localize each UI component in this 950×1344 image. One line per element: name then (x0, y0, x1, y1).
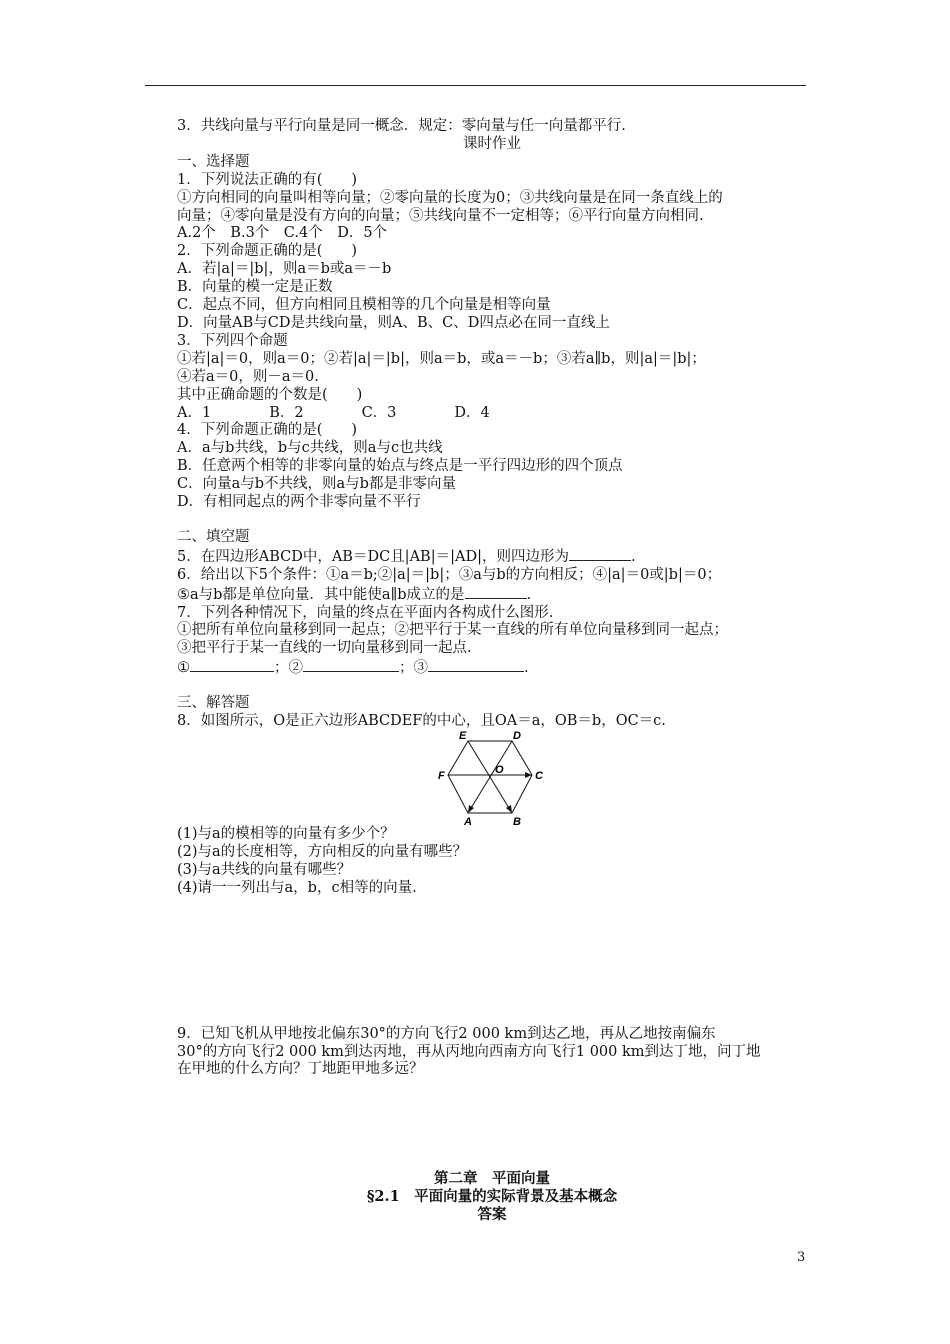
label-d: D (513, 731, 521, 742)
q2-option-d: D．向量AB与CD是共线向量，则A、B、C、D四点必在同一直线上 (177, 314, 610, 331)
q1-stem: 1．下列说法正确的有( ) (177, 171, 358, 188)
document-body (177, 118, 807, 1224)
q1-text: ①方向相同的向量叫相等向量；②零向量的长度为0；③共线向量是在同一条直线上的 (177, 189, 723, 206)
label-f: F (438, 770, 445, 782)
label-c: C (535, 770, 543, 782)
q3-options: A．1 B．2 C．3 D．4 (177, 404, 490, 421)
q9-text: 在甲地的什么方向？丁地距甲地多远？ (177, 1061, 424, 1078)
homework-title: 课时作业 (463, 135, 521, 152)
section-heading-answer: 三、解答题 (177, 695, 250, 712)
q9-text: 30°的方向飞行2 000 km到达丙地，再从丙地向西南方向飞行1 000 km到达丁地，问丁地 (177, 1043, 761, 1060)
answer-blank[interactable] (428, 658, 524, 672)
hexagon-figure (177, 731, 807, 826)
q4-option-d: D．有相同起点的两个非零向量不平行 (177, 494, 421, 511)
label-a: A (464, 816, 472, 826)
label-e: E (459, 731, 467, 742)
q2-option-b: B．向量的模一定是正数 (177, 279, 333, 296)
q6-text: 6．给出以下5个条件：①a＝b;②|a|＝|b|；③a与b的方向相反；④|a|＝0或|b|＝0； (177, 566, 722, 583)
q7-text: ①把所有单位向量移到同一起点；②把平行于某一直线的所有单位向量移到同一起点； (177, 622, 728, 639)
q7-text: ③把平行于某一直线的一切向量移到同一起点. (177, 640, 472, 657)
q4-option-c: C．向量a与b不共线，则a与b都是非零向量 (177, 476, 456, 493)
page-number: 3 (797, 1250, 806, 1265)
q9-text: 9．已知飞机从甲地按北偏东30°的方向飞行2 000 km到达乙地，再从乙地按南偏东 (177, 1025, 716, 1042)
q8-part-1: (1)与a的模相等的向量有多少个？ (177, 826, 395, 842)
arrow-a-icon (468, 805, 474, 813)
q6-text: ⑤a与b都是单位向量．其中能使a∥b成立的是 . (177, 586, 532, 603)
q4-option-a: A．a与b共线，b与c共线，则a与c也共线 (177, 440, 443, 457)
answer-blank[interactable] (190, 658, 274, 672)
section-heading-fill: 二、填空题 (177, 528, 250, 545)
answer-blank[interactable] (465, 585, 527, 599)
q1-text: 向量；④零向量是没有方向的向量；⑤共线向量不一定相等；⑥平行向量方向相同. (177, 207, 704, 224)
q8-stem: 8．如图所示，O是正六边形ABCDEF的中心，且OA＝a，OB＝b，OC＝c. (177, 713, 666, 730)
q8-part-4: (4)请一一列出与a，b，c相等的向量. (177, 879, 417, 896)
section-heading-choice: 一、选择题 (177, 153, 250, 170)
q3-stem: 3．下列四个命题 (177, 332, 288, 349)
label-b: B (513, 816, 521, 826)
label-o: O (495, 764, 504, 776)
q7-blanks: ① ；② ；③ . (177, 660, 529, 677)
arrow-b-icon (506, 805, 512, 813)
q2-stem: 2．下列命题正确的是( ) (177, 243, 358, 260)
q2-option-c: C．起点不同，但方向相同且模相等的几个向量是相等向量 (177, 297, 551, 314)
answer-blank[interactable] (303, 658, 399, 672)
q7-stem: 7．下列各种情况下，向量的终点在平面内各构成什么图形. (177, 604, 554, 621)
q3-text: 其中正确命题的个数是( ) (177, 386, 363, 403)
section-title: §2.1 平面向量的实际背景及基本概念 (366, 1188, 618, 1206)
q4-stem: 4．下列命题正确的是( ) (177, 422, 358, 439)
q2-option-a: A．若|a|＝|b|，则a＝b或a＝－b (177, 261, 392, 278)
q5: 5．在四边形ABCD中，AB＝DC且|AB|＝|AD|，则四边形为 . (177, 548, 636, 565)
answer-heading: 答案 (477, 1206, 507, 1224)
q4-option-b: B．任意两个相等的非零向量的始点与终点是一平行四边形的四个顶点 (177, 458, 623, 475)
q3-text: ④若a＝0，则－a＝0. (177, 368, 319, 385)
q8-part-2: (2)与a的长度相等，方向相反的向量有哪些？ (177, 843, 468, 860)
chapter-title: 第二章 平面向量 (434, 1170, 550, 1188)
answer-blank[interactable] (569, 547, 631, 561)
header-rule (145, 85, 806, 86)
hexagon-diagram (437, 731, 547, 826)
q3-text: ①若|a|＝0，则a＝0；②若|a|＝|b|，则a＝b，或a＝－b；③若a∥b，则|a|＝|b|； (177, 350, 706, 367)
q8-part-3: (3)与a共线的向量有哪些？ (177, 861, 352, 878)
note-line: 3．共线向量与平行向量是同一概念．规定：零向量与任一向量都平行. (177, 118, 626, 134)
q1-options: A.2个 B.3个 C.4个 D．5个 (177, 225, 388, 242)
